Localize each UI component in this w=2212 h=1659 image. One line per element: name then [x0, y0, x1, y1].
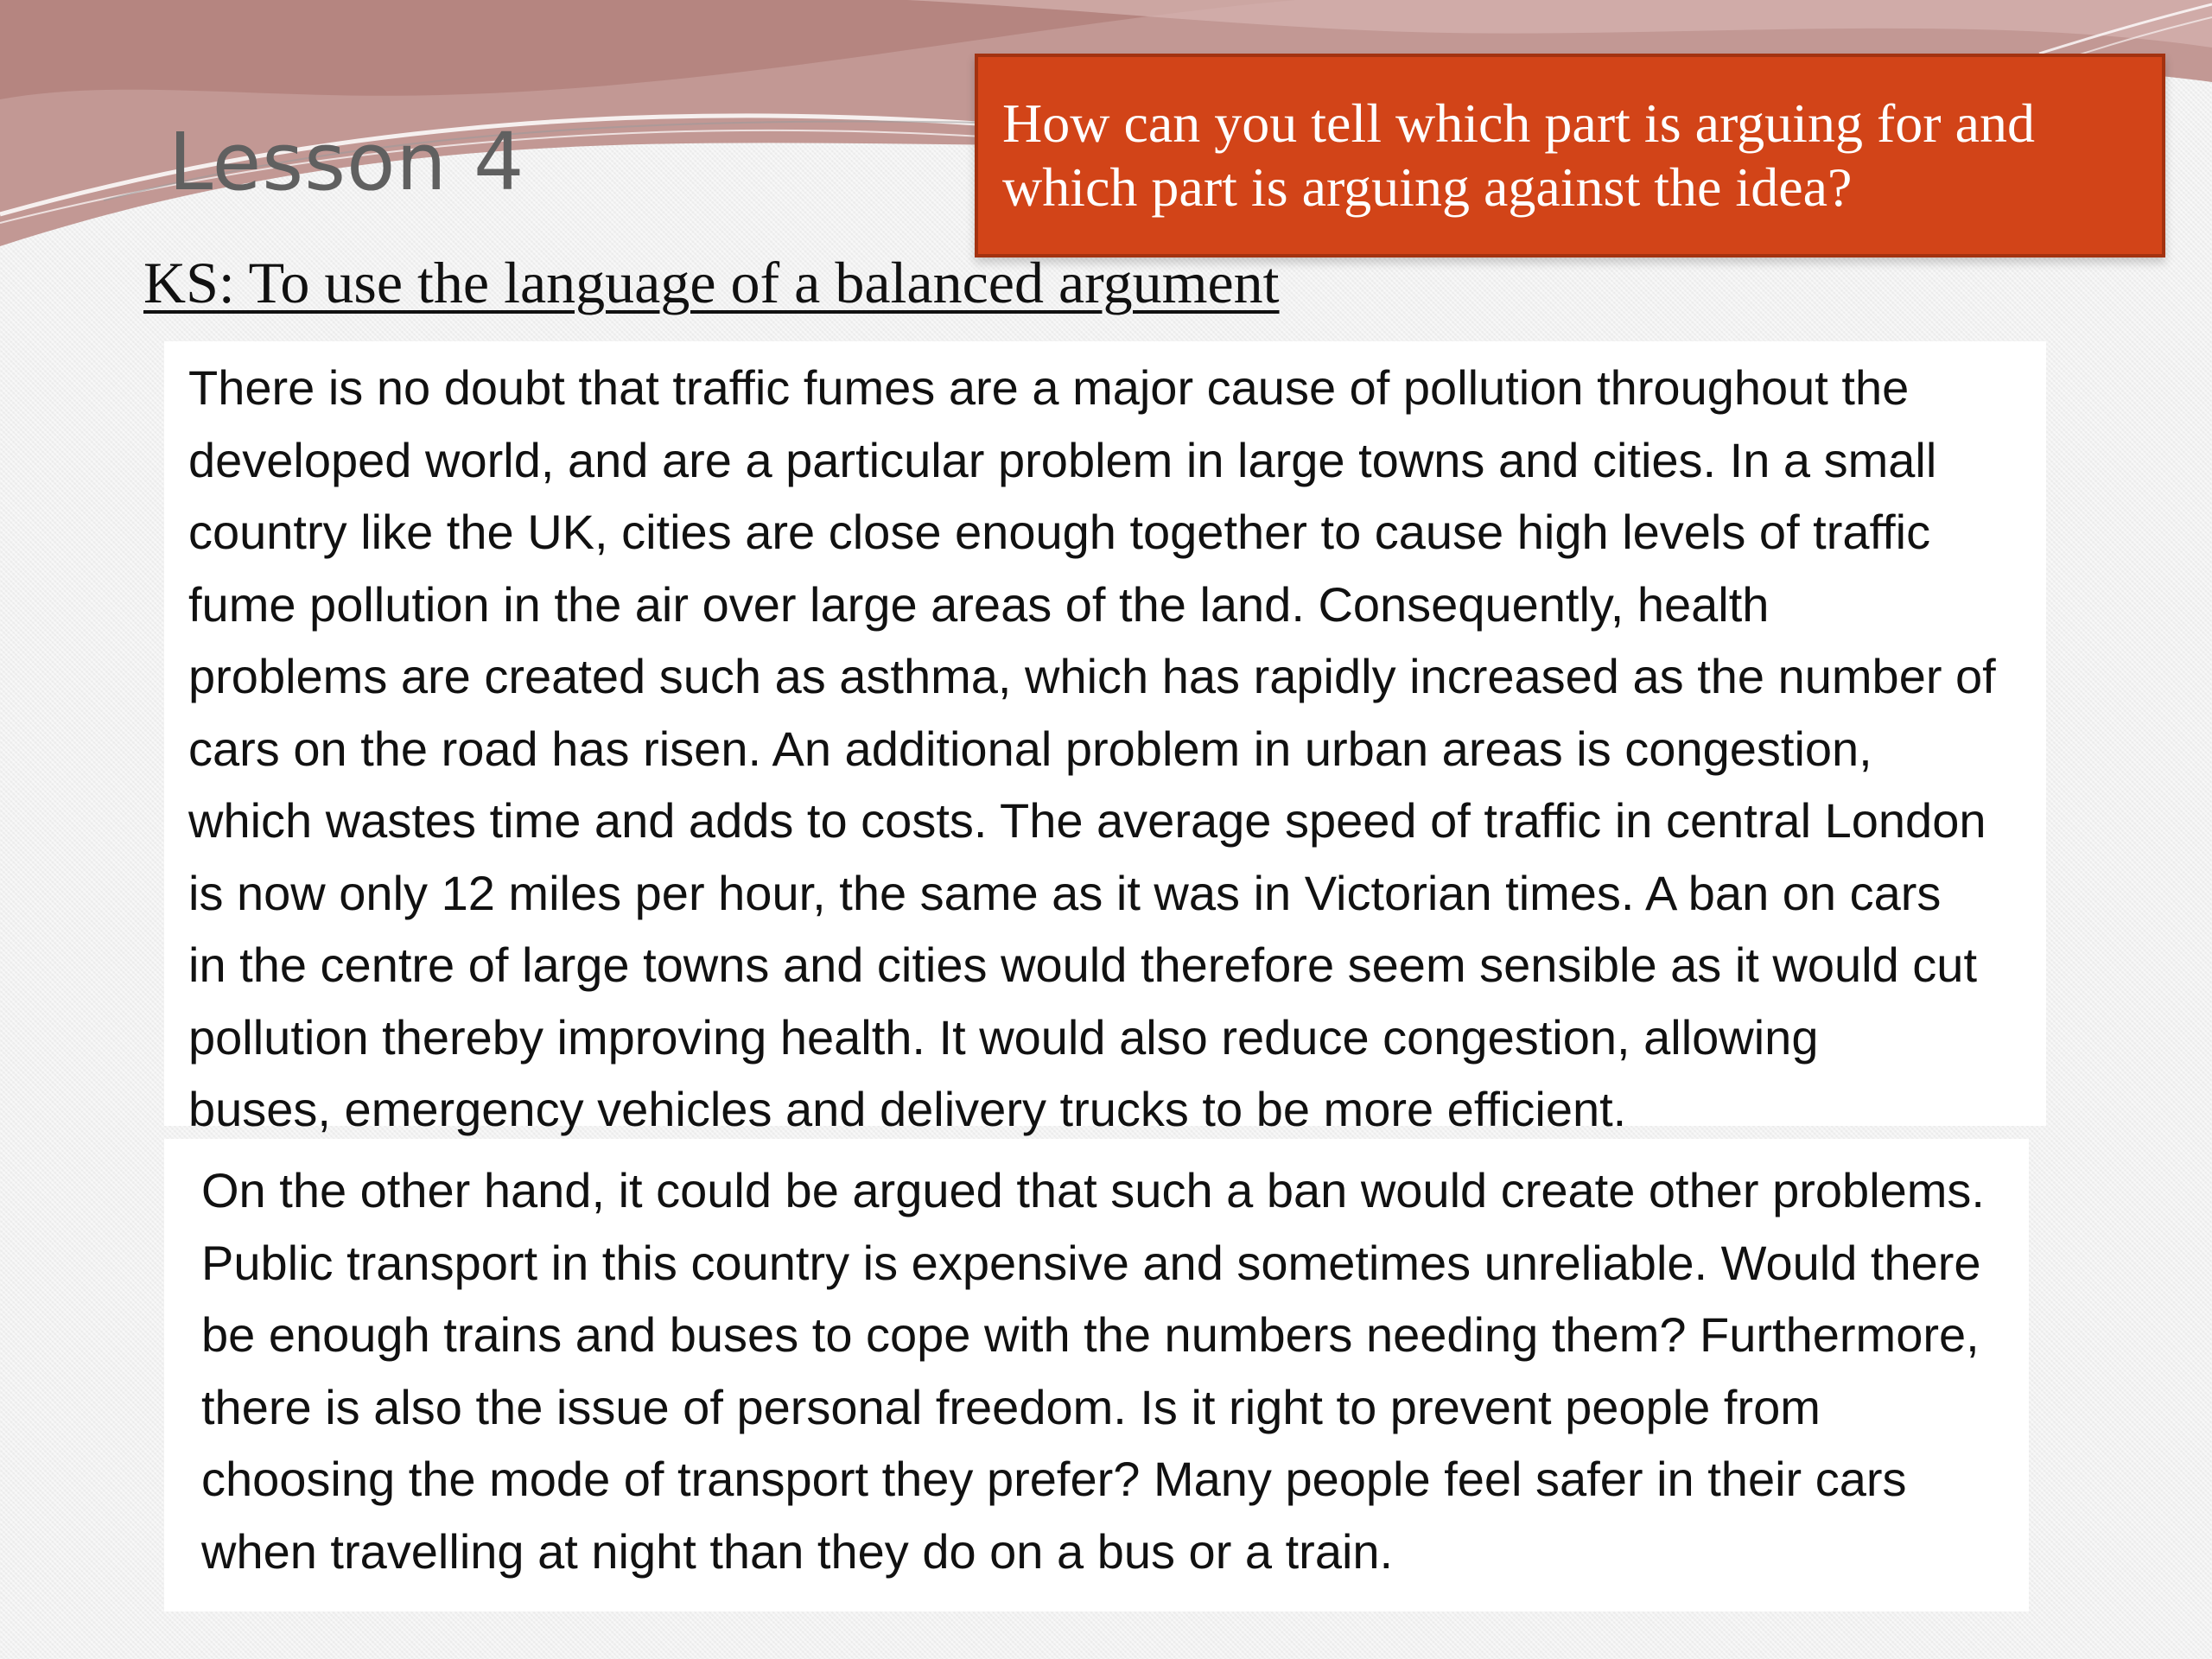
paragraph-line: choosing the mode of transport they prefer? Many people feel safer in their cars: [201, 1452, 1907, 1506]
paragraph-line: buses, emergency vehicles and delivery trucks to be more efficient.: [188, 1082, 1627, 1136]
paragraph-line: Public transport in this country is expensive and sometimes unreliable. Would there: [201, 1235, 1981, 1290]
paragraph-line: which wastes time and adds to costs. The average speed of traffic in central London: [188, 793, 1986, 848]
paragraph-line: There is no doubt that traffic fumes are a major cause of pollution throughout the: [188, 360, 1910, 415]
key-skill-heading: KS: To use the language of a balanced argument: [143, 250, 1280, 315]
lesson-title: Lesson 4: [168, 116, 525, 208]
paragraph-line: developed world, and are a particular problem in large towns and cities. In a small: [188, 432, 1937, 487]
paragraph-line: pollution thereby improving health. It would also reduce congestion, allowing: [188, 1009, 1819, 1065]
argument-for-paragraph: [188, 352, 1996, 1146]
paragraph-line: be enough trains and buses to cope with the numbers needing them? Furthermore,: [201, 1307, 1980, 1362]
paragraph-line: On the other hand, it could be argued that such a ban would create other problems.: [201, 1163, 1985, 1217]
argument-for-panel: [164, 341, 2046, 1136]
paragraph-line: there is also the issue of personal freedom. Is it right to prevent people from: [201, 1379, 1821, 1434]
paragraph-line: fume pollution in the air over large areas of the land. Consequently, health: [188, 576, 1770, 632]
question-callout-box: [975, 54, 2165, 257]
paragraph-line: cars on the road has risen. An additional problem in urban areas is congestion,: [188, 721, 1872, 776]
callout-line: How can you tell which part is arguing for and: [1002, 92, 2035, 154]
paragraph-line: problems are created such as asthma, which has rapidly increased as the number of: [188, 649, 1996, 703]
paragraph-line: is now only 12 miles per hour, the same as it was in Victorian times. A ban on cars: [188, 865, 1942, 920]
argument-against-paragraph: [201, 1154, 1985, 1587]
argument-against-panel: [164, 1139, 2029, 1611]
paragraph-line: country like the UK, cities are close enough together to cause high levels of traffic: [188, 505, 1931, 559]
callout-line: which part is arguing against the idea?: [1002, 156, 1853, 218]
paragraph-line: in the centre of large towns and cities would therefore seem sensible as it would cut: [188, 938, 1978, 992]
paragraph-line: when travelling at night than they do on a bus or a train.: [201, 1523, 1394, 1579]
